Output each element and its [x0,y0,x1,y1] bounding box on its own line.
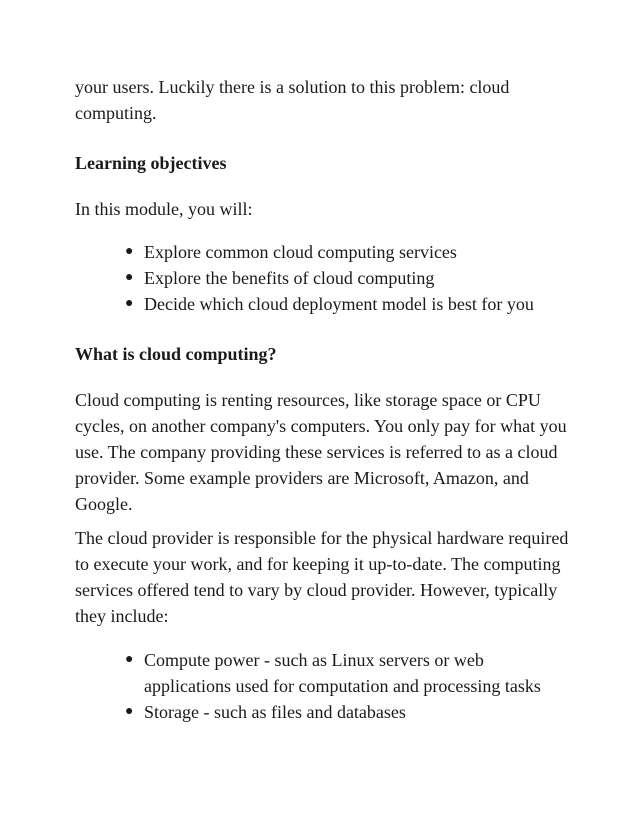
list-item [125,265,575,291]
list-item [125,291,575,317]
learning-objectives-heading: Learning objectives [75,153,227,173]
list-item [125,239,575,265]
bullet-icon: ● [125,704,134,719]
list-item-text: Explore common cloud computing services [144,242,457,262]
objectives-list [75,239,575,317]
bullet-icon: ● [125,270,134,285]
list-item-text: Storage - such as files and databases [144,702,406,722]
bullet-icon: ● [125,244,134,259]
cloud-provider-paragraph: The cloud provider is responsible for the physical hardware required to execute your work, and for keeping it up-to-date. The computing services offered tend to vary by cloud provider. However, typically they include: [75,528,569,626]
intro-paragraph: your users. Luckily there is a solution to this problem: cloud computing. [75,77,510,123]
what-is-cloud-computing-heading: What is cloud computing? [75,344,277,364]
bullet-icon: ● [125,652,134,667]
bullet-icon: ● [125,296,134,311]
list-item-text: Explore the benefits of cloud computing [144,268,435,288]
list-item-text: Decide which cloud deployment model is best for you [144,294,534,314]
objectives-lead: In this module, you will: [75,199,253,219]
list-item [125,699,575,725]
list-item-text: Compute power - such as Linux servers or web applications used for computation and processing tasks [144,650,541,696]
cloud-definition-paragraph: Cloud computing is renting resources, like storage space or CPU cycles, on another company's computers. You only pay for what you use. The company providing these services is referred to as a cloud provider. Some example providers are Microsoft, Amazon, and Google. [75,390,567,514]
list-item [125,647,575,699]
services-list [75,647,575,725]
document-page [75,74,575,725]
